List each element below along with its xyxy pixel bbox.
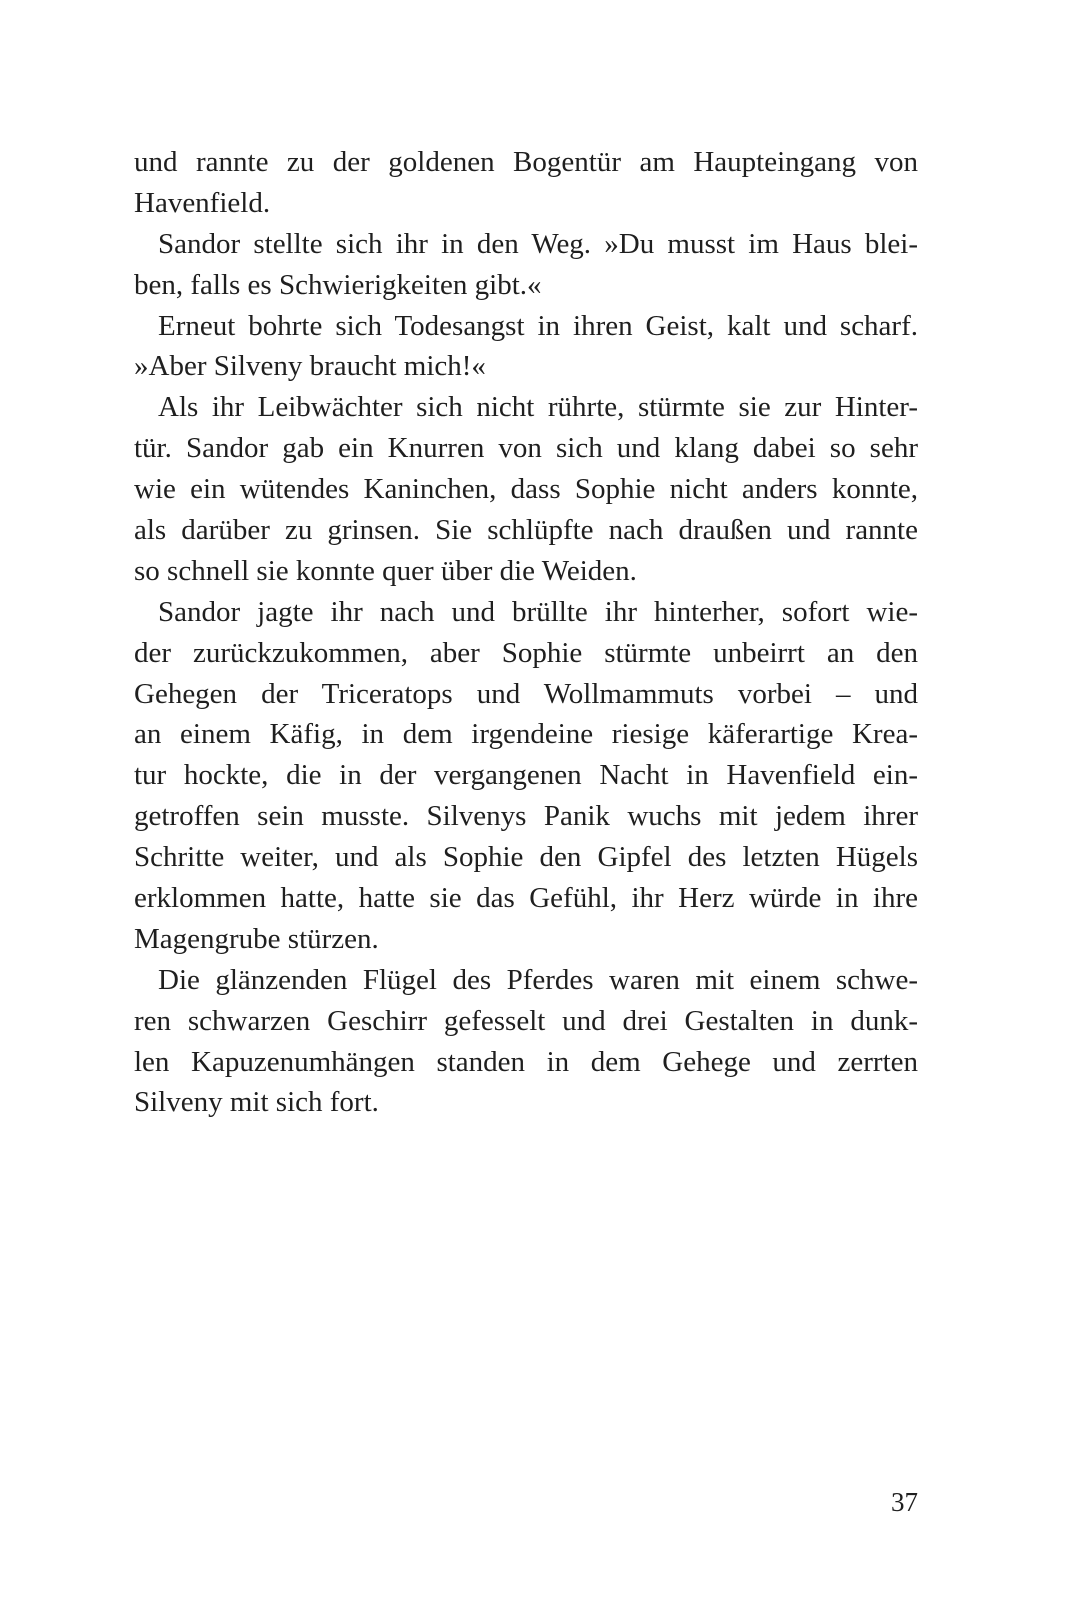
- text-line: tur hockte, die in der vergangenen Nacht in Havenfield ein-: [134, 759, 918, 792]
- text-line: der zurückzukommen, aber Sophie stürmte unbeirrt an den: [134, 636, 918, 669]
- text-line: Silveny mit sich fort.: [134, 1086, 379, 1119]
- text-line: Sandor stellte sich ihr in den Weg. »Du musst im Haus blei-: [158, 227, 918, 260]
- text-line: und rannte zu der goldenen Bogentür am Haupteingang von: [134, 146, 918, 178]
- text-line: tür. Sandor gab ein Knurren von sich und klang dabei so sehr: [134, 432, 918, 465]
- text-line: Sandor jagte ihr nach und brüllte ihr hinterher, sofort wie-: [158, 595, 918, 628]
- text-line: an einem Käfig, in dem irgendeine riesige käferartige Krea-: [134, 718, 918, 751]
- text-line: Magengrube stürzen.: [134, 922, 379, 955]
- text-line: Schritte weiter, und als Sophie den Gipfel des letzten Hügels: [134, 841, 918, 874]
- text-line: so schnell sie konnte quer über die Weiden.: [134, 554, 637, 587]
- text-line: als darüber zu grinsen. Sie schlüpfte nach draußen und rannte: [134, 514, 918, 547]
- text-line: Als ihr Leibwächter sich nicht rührte, stürmte sie zur Hinter-: [158, 391, 918, 424]
- body-text: [134, 142, 918, 1123]
- text-line: Die glänzenden Flügel des Pferdes waren mit einem schwe-: [158, 963, 918, 996]
- text-line: getroffen sein musste. Silvenys Panik wuchs mit jedem ihrer: [134, 800, 918, 833]
- text-line: len Kapuzenumhängen standen in dem Gehege und zerrten: [134, 1045, 918, 1078]
- page-number: 37: [891, 1487, 918, 1517]
- text-line: »Aber Silveny braucht mich!«: [134, 350, 486, 383]
- text-line: wie ein wütendes Kaninchen, dass Sophie nicht anders konnte,: [134, 473, 918, 506]
- text-line: Erneut bohrte sich Todesangst in ihren Geist, kalt und scharf.: [158, 309, 918, 342]
- text-line: erklommen hatte, hatte sie das Gefühl, ihr Herz würde in ihre: [134, 882, 918, 915]
- text-line: Havenfield.: [134, 186, 271, 219]
- text-line: Gehegen der Triceratops und Wollmammuts vorbei – und: [134, 677, 918, 710]
- text-line: ben, falls es Schwierigkeiten gibt.«: [134, 268, 542, 301]
- text-line: ren schwarzen Geschirr gefesselt und drei Gestalten in dunk-: [134, 1004, 918, 1037]
